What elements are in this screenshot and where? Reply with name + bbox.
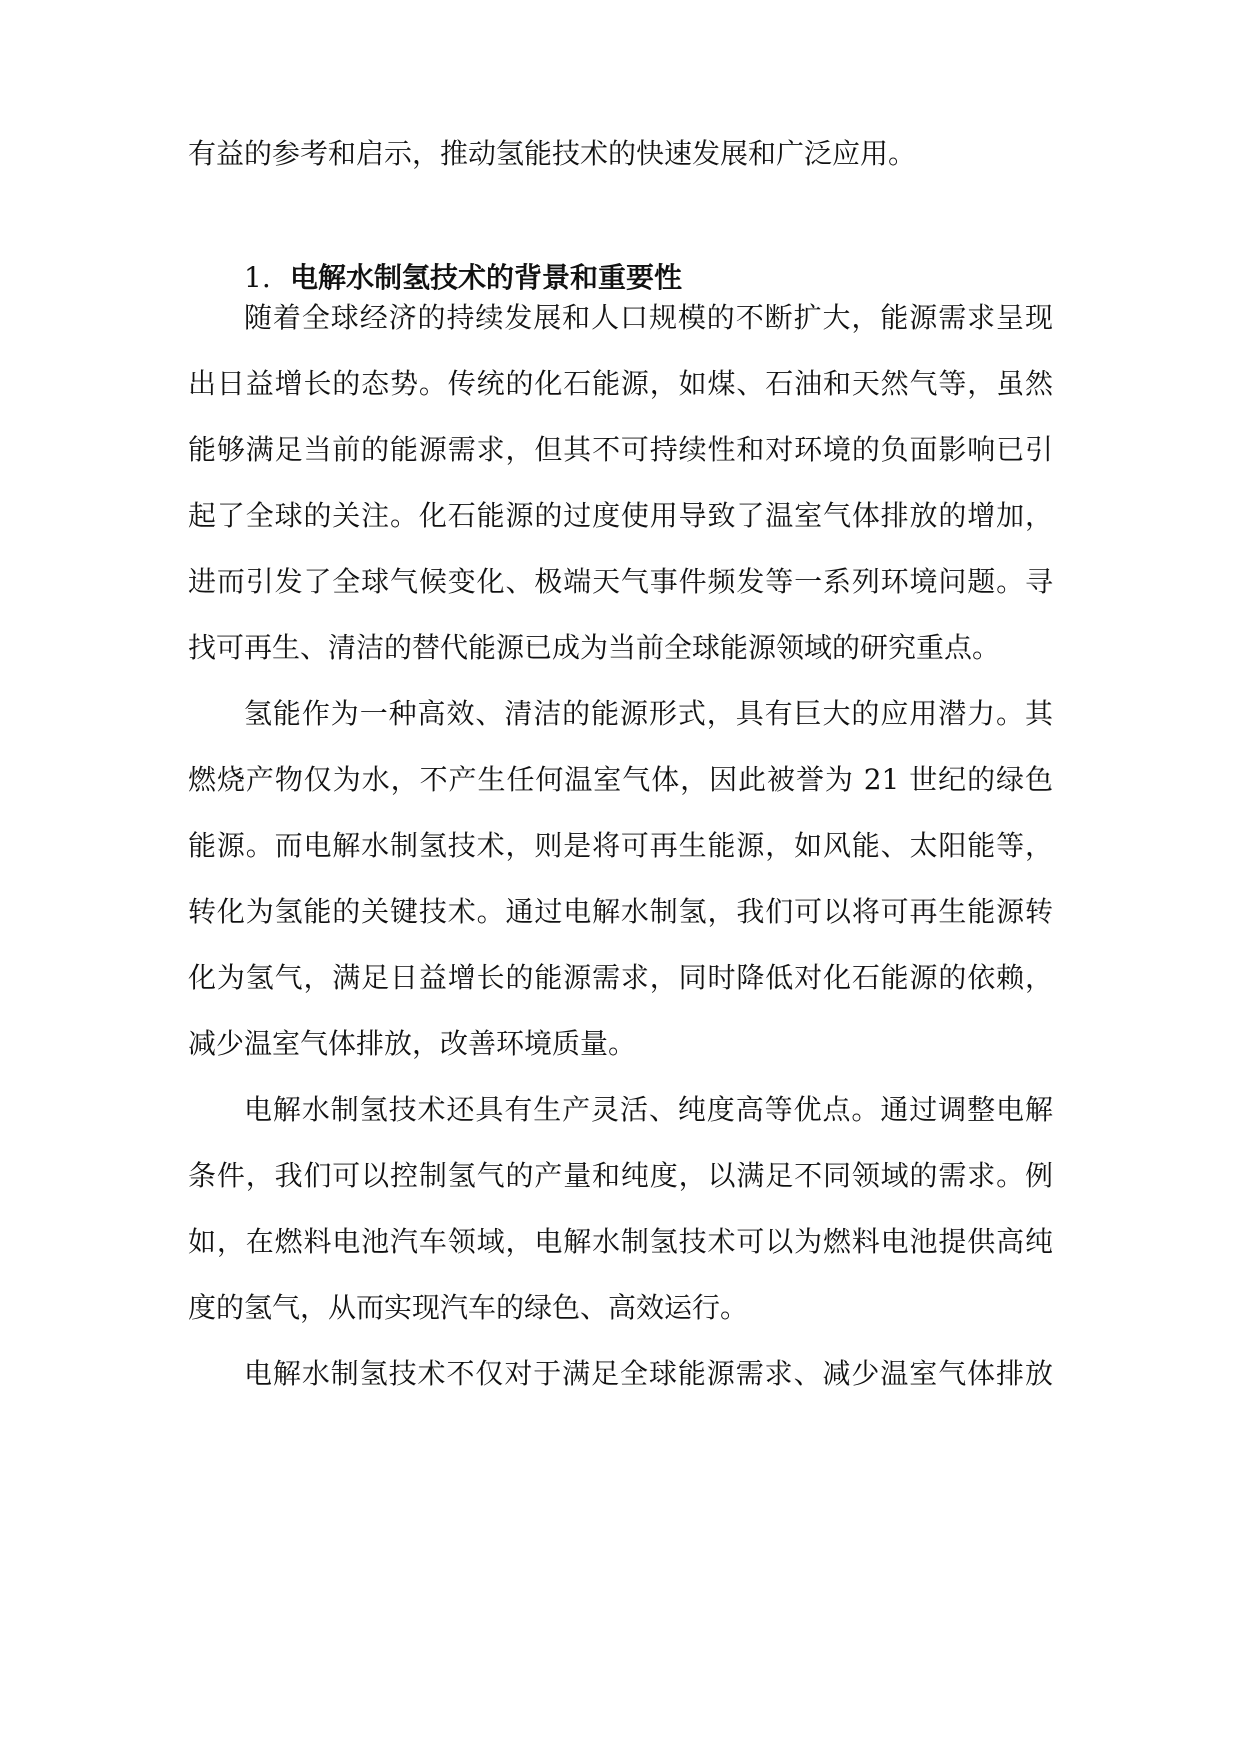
paragraph-1-line-1: 随着全球经济的持续发展和人口规模的不断扩大，能源需求呈现 [244,301,1053,334]
paragraph-2-line-6: 减少温室气体排放，改善环境质量。 [188,1027,637,1060]
paragraph-4-line-1: 电解水制氢技术不仅对于满足全球能源需求、减少温室气体排放 [244,1357,1053,1390]
paragraph-2-line-2: 燃烧产物仅为水，不产生任何温室气体，因此被誉为 21 世纪的绿色 [188,763,1053,796]
section-title: 电解水制氢技术的背景和重要性 [290,261,683,294]
paragraph-3-line-1: 电解水制氢技术还具有生产灵活、纯度高等优点。通过调整电解 [244,1093,1053,1126]
paragraph-3-line-2: 条件，我们可以控制氢气的产量和纯度，以满足不同领域的需求。例 [188,1159,1053,1192]
paragraph-1-line-4: 起了全球的关注。化石能源的过度使用导致了温室气体排放的增加， [188,499,1053,532]
paragraph-2-line-1: 氢能作为一种高效、清洁的能源形式，具有巨大的应用潜力。其 [244,697,1053,730]
paragraph-3-line-4: 度的氢气，从而实现汽车的绿色、高效运行。 [188,1291,749,1324]
paragraph-1-line-3: 能够满足当前的能源需求，但其不可持续性和对环境的负面影响已引 [188,433,1053,466]
paragraph-1-line-5: 进而引发了全球气候变化、极端天气事件频发等一系列环境问题。寻 [188,565,1053,598]
section-heading [244,258,682,298]
paragraph-2-line-3: 能源。而电解水制氢技术，则是将可再生能源，如风能、太阳能等， [188,829,1053,862]
paragraph-1-line-6: 找可再生、清洁的替代能源已成为当前全球能源领域的研究重点。 [188,631,1001,664]
paragraph-1-line-2: 出日益增长的态势。传统的化石能源，如煤、石油和天然气等，虽然 [188,367,1053,400]
paragraph-2-line-5: 化为氢气，满足日益增长的能源需求，同时降低对化石能源的依赖， [188,961,1053,994]
paragraph-3-line-3: 如，在燃料电池汽车领域，电解水制氢技术可以为燃料电池提供高纯 [188,1225,1053,1258]
section-number: 1. [244,261,271,294]
paragraph-2-line-4: 转化为氢能的关键技术。通过电解水制氢，我们可以将可再生能源转 [188,895,1053,928]
intro-tail-line: 有益的参考和启示，推动氢能技术的快速发展和广泛应用。 [188,137,917,170]
